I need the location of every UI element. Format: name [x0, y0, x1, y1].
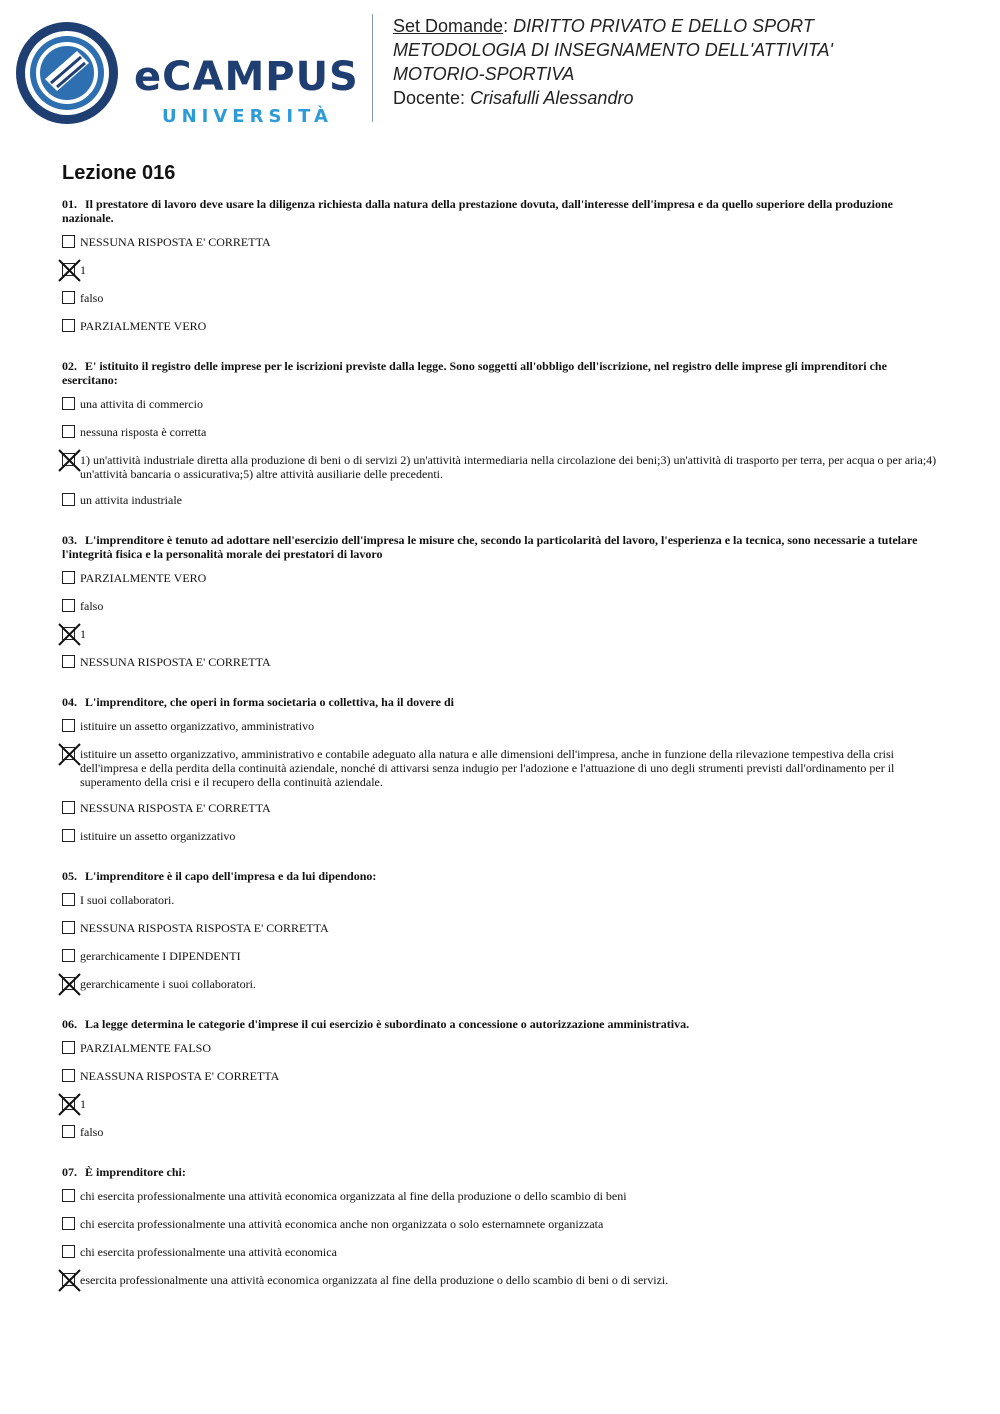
- answer-option[interactable]: [62, 319, 938, 335]
- cross-mark-icon: [58, 973, 81, 996]
- teacher-label: Docente:: [393, 88, 466, 108]
- answer-option[interactable]: [62, 235, 938, 251]
- answer-option[interactable]: [62, 829, 938, 845]
- question-number: 05.: [62, 869, 77, 883]
- question-number: 01.: [62, 197, 77, 211]
- question-spacer: [62, 1153, 938, 1165]
- answer-text: chi esercita professionalmente una attività economica organizzata al fine della produzione o dello scambio di beni: [80, 1189, 627, 1203]
- checkbox[interactable]: [62, 921, 75, 934]
- question-body: L'imprenditore, che operi in forma societaria o collettiva, ha il dovere di: [85, 695, 454, 709]
- checkbox[interactable]: [62, 571, 75, 584]
- checkbox[interactable]: [62, 291, 75, 304]
- header-info: Set Domande: DIRITTO PRIVATO E DELLO SPORT METODOLOGIA DI INSEGNAMENTO DELL'ATTIVITA' MOTORIO-SPORTIVA Docente: Crisafulli Alessandro: [393, 16, 833, 108]
- answer-text: gerarchicamente I DIPENDENTI: [80, 949, 241, 963]
- question-3: [62, 533, 938, 695]
- checkbox-checked[interactable]: [62, 977, 75, 990]
- answer-text: PARZIALMENTE VERO: [80, 319, 207, 333]
- question-number: 02.: [62, 359, 77, 373]
- answer-text: 1: [80, 263, 86, 277]
- checkbox[interactable]: [62, 319, 75, 332]
- answer-option[interactable]: [62, 291, 938, 307]
- ecampus-emblem-icon: [15, 21, 119, 125]
- answer-text: chi esercita professionalmente una attività economica anche non organizzata o solo esternamnete organizzata: [80, 1217, 604, 1231]
- answer-option[interactable]: [62, 1217, 938, 1233]
- question-text: [62, 533, 938, 561]
- answer-text: PARZIALMENTE FALSO: [80, 1041, 212, 1055]
- answer-text: chi esercita professionalmente una attività economica: [80, 1245, 337, 1259]
- question-body: L'imprenditore è il capo dell'impresa e da lui dipendono:: [85, 869, 377, 883]
- question-4: [62, 695, 938, 869]
- answer-text: falso: [80, 599, 104, 613]
- checkbox-checked[interactable]: [62, 627, 75, 640]
- checkbox-checked[interactable]: [62, 453, 75, 466]
- question-body: Il prestatore di lavoro deve usare la diligenza richiesta dalla natura della prestazione dovuta, dall'interesse dell'impresa e da quello superiore della produzione nazionale.: [62, 197, 894, 225]
- checkbox[interactable]: [62, 801, 75, 814]
- answer-option[interactable]: [62, 453, 938, 481]
- checkbox[interactable]: [62, 397, 75, 410]
- question-body: La legge determina le categorie d'imprese il cui esercizio è subordinato a concessione o autorizzazione amministrativa.: [85, 1017, 690, 1031]
- answer-text: NESSUNA RISPOSTA RISPOSTA E' CORRETTA: [80, 921, 329, 935]
- checkbox-checked[interactable]: [62, 1273, 75, 1286]
- question-text: [62, 869, 938, 883]
- checkbox[interactable]: [62, 719, 75, 732]
- answer-option[interactable]: [62, 493, 938, 509]
- ecampus-logo: [12, 18, 362, 127]
- course-line-2: MOTORIO-SPORTIVA: [393, 64, 575, 84]
- answer-text: falso: [80, 291, 104, 305]
- answer-text: esercita professionalmente una attività economica organizzata al fine della produzione o dello scambio di beni o di servizi.: [80, 1273, 669, 1287]
- checkbox[interactable]: [62, 655, 75, 668]
- question-body: È imprenditore chi:: [85, 1165, 186, 1179]
- answer-option[interactable]: [62, 1125, 938, 1141]
- answer-option[interactable]: [62, 425, 938, 441]
- question-body: E' istituito il registro delle imprese per le iscrizioni previste dalla legge. Sono soggetti all'obbligo dell'iscrizione, nel registro delle imprese gli imprenditori che esercitano:: [62, 359, 887, 387]
- question-7: [62, 1165, 938, 1313]
- cross-mark-icon: [58, 1093, 81, 1116]
- question-spacer: [62, 683, 938, 695]
- question-body: L'imprenditore è tenuto ad adottare nell'esercizio dell'impresa le misure che, secondo la particolarità del lavoro, l'esperienza e la tecnica, sono necessarie a tutelare l'integrità fisica e la personalità morale dei prestatori di lavoro: [62, 533, 918, 561]
- course-line-1: METODOLOGIA DI INSEGNAMENTO DELL'ATTIVITA': [393, 40, 833, 60]
- answer-option[interactable]: [62, 921, 938, 937]
- checkbox-checked[interactable]: [62, 263, 75, 276]
- question-text: [62, 359, 938, 387]
- answer-option[interactable]: [62, 1097, 938, 1113]
- teacher-name: Crisafulli Alessandro: [470, 88, 634, 108]
- checkbox-checked[interactable]: [62, 1097, 75, 1110]
- answer-text: NESSUNA RISPOSTA E' CORRETTA: [80, 801, 271, 815]
- checkbox[interactable]: [62, 235, 75, 248]
- answer-text: I suoi collaboratori.: [80, 893, 175, 907]
- answer-text: NEASSUNA RISPOSTA E' CORRETTA: [80, 1069, 280, 1083]
- answer-text: gerarchicamente i suoi collaboratori.: [80, 977, 256, 991]
- question-5: [62, 869, 938, 1017]
- answer-option[interactable]: [62, 1189, 938, 1205]
- answer-option[interactable]: [62, 263, 938, 279]
- checkbox[interactable]: [62, 599, 75, 612]
- question-spacer: [62, 521, 938, 533]
- question-spacer: [62, 857, 938, 869]
- answer-option[interactable]: [62, 949, 938, 965]
- answer-option[interactable]: [62, 1041, 938, 1057]
- document-header: [0, 0, 1000, 130]
- set-value: DIRITTO PRIVATO E DELLO SPORT: [513, 16, 814, 36]
- question-list: [62, 197, 938, 1313]
- question-6: [62, 1017, 938, 1165]
- header-divider: [372, 14, 373, 122]
- answer-text: 1: [80, 627, 86, 641]
- question-2: [62, 359, 938, 533]
- checkbox[interactable]: [62, 425, 75, 438]
- answer-option[interactable]: [62, 719, 938, 735]
- cross-mark-icon: [58, 259, 81, 282]
- checkbox[interactable]: [62, 949, 75, 962]
- checkbox[interactable]: [62, 1217, 75, 1230]
- checkbox[interactable]: [62, 1125, 75, 1138]
- answer-option[interactable]: [62, 1273, 938, 1289]
- brand-subtitle: UNIVERSITÀ: [162, 106, 333, 127]
- answer-option[interactable]: [62, 397, 938, 413]
- answer-text: istituire un assetto organizzativo, amministrativo: [80, 719, 315, 733]
- cross-mark-icon: [58, 1269, 81, 1292]
- checkbox[interactable]: [62, 1069, 75, 1082]
- checkbox[interactable]: [62, 829, 75, 842]
- checkbox-checked[interactable]: [62, 747, 75, 760]
- cross-mark-icon: [58, 743, 81, 766]
- answer-option[interactable]: [62, 571, 938, 587]
- checkbox[interactable]: [62, 1189, 75, 1202]
- brand-name: eCAMPUS: [134, 54, 359, 100]
- question-number: 06.: [62, 1017, 77, 1031]
- answer-text: istituire un assetto organizzativo: [80, 829, 236, 843]
- answer-option[interactable]: [62, 655, 938, 671]
- answer-option[interactable]: [62, 599, 938, 615]
- answer-text: 1: [80, 1097, 86, 1111]
- question-spacer: [62, 1301, 938, 1313]
- answer-option[interactable]: [62, 1245, 938, 1261]
- question-number: 03.: [62, 533, 77, 547]
- answer-option[interactable]: [62, 747, 938, 789]
- question-text: [62, 1017, 938, 1031]
- answer-text: PARZIALMENTE VERO: [80, 571, 207, 585]
- set-label: Set Domande: [393, 16, 504, 36]
- question-number: 04.: [62, 695, 77, 709]
- lesson-title: Lezione 016: [62, 162, 176, 184]
- cross-mark-icon: [58, 449, 81, 472]
- answer-text: NESSUNA RISPOSTA E' CORRETTA: [80, 235, 271, 249]
- checkbox[interactable]: [62, 1245, 75, 1258]
- answer-text: NESSUNA RISPOSTA E' CORRETTA: [80, 655, 271, 669]
- answer-option[interactable]: [62, 893, 938, 909]
- answer-text: falso: [80, 1125, 104, 1139]
- checkbox[interactable]: [62, 493, 75, 506]
- question-number: 07.: [62, 1165, 77, 1179]
- answer-option[interactable]: [62, 627, 938, 643]
- question-text: [62, 1165, 938, 1179]
- question-1: [62, 197, 938, 359]
- question-text: [62, 695, 938, 709]
- answer-text: una attivita di commercio: [80, 397, 203, 411]
- question-text: [62, 197, 938, 225]
- cross-mark-icon: [58, 623, 81, 646]
- answer-text: 1) un'attività industriale diretta alla produzione di beni o di servizi 2) un'attività intermediaria nella circolazione dei beni;3) un'attività di trasporto per terra, per acqua o per aria;4) un'attività bancaria o assicurativa;5) altre attività ausiliarie delle precedenti.: [80, 453, 937, 481]
- question-spacer: [62, 1005, 938, 1017]
- answer-option[interactable]: [62, 801, 938, 817]
- answer-text: istituire un assetto organizzativo, amministrativo e contabile adeguato alla natura e alle dimensioni dell'impresa, anche in funzione della rilevazione tempestiva della crisi dell'impresa e della perdita della continuità aziendale, nonché di attivarsi senza indugio per l'adozione e l'attuazione di uno degli strumenti previsti dall'ordinamento per il superamento della crisi e il recupero della continuità aziendale.: [80, 747, 895, 789]
- answer-option[interactable]: [62, 1069, 938, 1085]
- answer-option[interactable]: [62, 977, 938, 993]
- checkbox[interactable]: [62, 893, 75, 906]
- checkbox[interactable]: [62, 1041, 75, 1054]
- answer-text: un attivita industriale: [80, 493, 182, 507]
- answer-text: nessuna risposta è corretta: [80, 425, 207, 439]
- question-spacer: [62, 347, 938, 359]
